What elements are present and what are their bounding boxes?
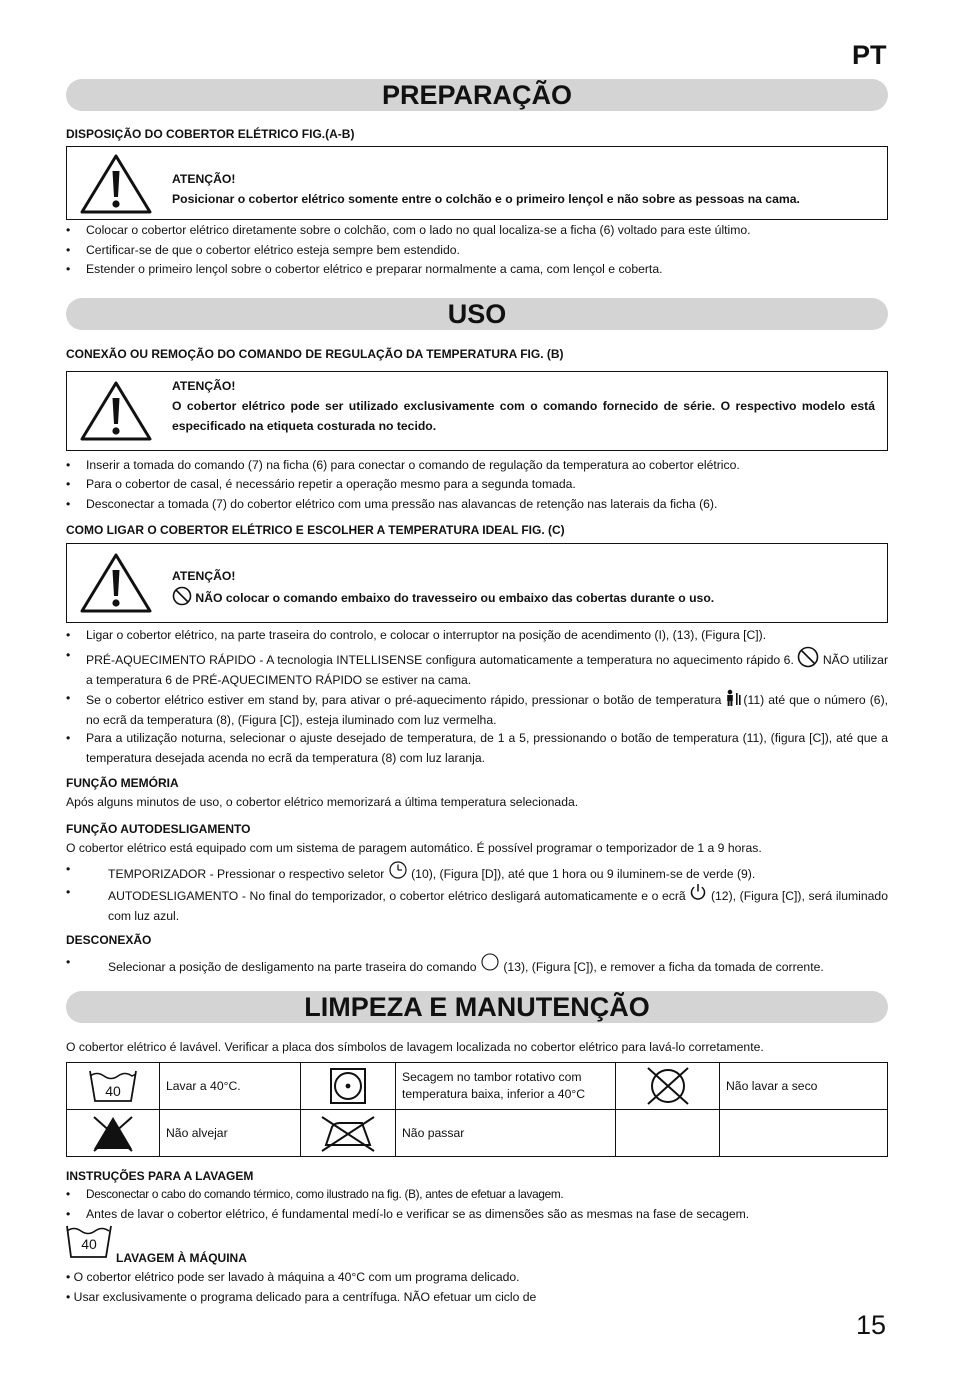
wash-tub-icon xyxy=(64,1224,114,1260)
language-code: PT xyxy=(852,40,887,70)
page-number: 15 xyxy=(856,1310,887,1340)
list-item: • Desconectar a tomada (7) do cobertor elétrico com uma pressão nas alavancas de retenção nas laterais da ficha (6). xyxy=(66,497,718,511)
person-icon xyxy=(725,689,743,707)
list-item: • AUTODESLIGAMENTO - No final do temporizador, o cobertor elétrico desligará automaticamente e o ecrã (12), (Figura [C]), será iluminado com luz azul. xyxy=(66,885,888,923)
list-item: • Colocar o cobertor elétrico diretamente sobre o colchão, com o lado no qual localiza-se a ficha (6) voltado para este último. xyxy=(66,223,751,237)
list-item: • Para a utilização noturna, selecionar o ajuste desejado de temperatura, de 1 a 5, pressionando o botão de temperatura (11), (figura [C]), até que a temperatura desejada acenda no ecrã da temperatura (8) com luz laranja. xyxy=(66,731,888,765)
list-item: • Estender o primeiro lençol sobre o cobertor elétrico e preparar normalmente a cama, com lençol e coberta. xyxy=(66,262,663,276)
list-item: • Para o cobertor de casal, é necessário repetir a operação mesmo para a segunda tomada. xyxy=(66,477,576,491)
tumble-dry-icon xyxy=(328,1066,368,1106)
uso-heading-2: COMO LIGAR O COBERTOR ELÉTRICO E ESCOLHER A TEMPERATURA IDEAL FIG. (C) xyxy=(66,523,565,537)
list-item: • Antes de lavar o cobertor elétrico, é fundamental medí-lo e verificar se as dimensões são as mesmas na fase de secagem. xyxy=(66,1207,750,1221)
no-iron-icon xyxy=(318,1113,378,1153)
warning-triangle-icon xyxy=(79,380,153,442)
list-item: • PRÉ-AQUECIMENTO RÁPIDO - A tecnologia INTELLISENSE configura automaticamente a temperatura no aquecimento rápido 6. NÃO utilizar a temperatura 6 de PRÉ-AQUECIMENTO RÁPIDO se estiver na cama. xyxy=(66,648,889,687)
prohibited-icon xyxy=(797,646,819,668)
list-item: • Inserir a tomada do comando (7) na ficha (6) para conectar o comando de regulação da temperatura ao cobertor elétrico. xyxy=(66,458,740,472)
autooff-text: O cobertor elétrico está equipado com um sistema de paragem automático. É possível programar o temporizador de 1 a 9 horas. xyxy=(66,841,762,855)
list-item: • Certificar-se de que o cobertor elétrico esteja sempre bem estendido. xyxy=(66,243,460,257)
symbol-label: Secagem no tambor rotativo com temperatura baixa, inferior a 40°C xyxy=(396,1063,616,1110)
power-icon xyxy=(689,883,707,901)
symbol-label: Não passar xyxy=(396,1110,616,1157)
clock-icon xyxy=(388,860,408,880)
warning-text: O cobertor elétrico pode ser utilizado exclusivamente com o comando fornecido de série. O respectivo modelo está especificado na etiqueta costurada no tecido. xyxy=(172,399,875,433)
prep-heading: DISPOSIÇÃO DO COBERTOR ELÉTRICO FIG.(A-B) xyxy=(66,127,355,141)
list-item: • Desconectar o cabo do comando térmico, como ilustrado na fig. (B), antes de efetuar a lavagem. xyxy=(66,1187,564,1201)
warning-triangle-icon xyxy=(79,552,153,614)
list-item: • TEMPORIZADOR - Pressionar o respectivo seletor (10), (Figura [D]), até que 1 hora ou 9 iluminem-se de verde (9). xyxy=(66,862,756,881)
disconnect-heading: DESCONEXÃO xyxy=(66,933,152,947)
warning-text: Posicionar o cobertor elétrico somente entre o colchão e o primeiro lençol e não sobre as pessoas na cama. xyxy=(172,192,800,206)
symbol-label: Não lavar a seco xyxy=(720,1063,888,1110)
autooff-heading: FUNÇÃO AUTODESLIGAMENTO xyxy=(66,822,251,836)
machine-line: • Usar exclusivamente o programa delicado para a centrífuga. NÃO efetuar um ciclo de xyxy=(66,1290,537,1304)
symbol-label: Não alvejar xyxy=(160,1110,301,1157)
symbol-label: Lavar a 40°C. xyxy=(160,1063,301,1110)
warning-triangle-icon xyxy=(79,153,153,215)
svg-text:40: 40 xyxy=(105,1083,121,1099)
warning-title: ATENÇÃO! xyxy=(172,569,236,583)
instructions-heading: INSTRUÇÕES PARA A LAVAGEM xyxy=(66,1169,254,1183)
memory-text: Após alguns minutos de uso, o cobertor elétrico memorizará a última temperatura selecionada. xyxy=(66,795,579,809)
section-title-preparacao: PREPARAÇÃO xyxy=(66,79,888,111)
prohibited-icon xyxy=(172,586,192,606)
warning-box xyxy=(66,146,888,220)
warning-title: ATENÇÃO! xyxy=(172,172,236,186)
uso-heading-1: CONEXÃO OU REMOÇÃO DO COMANDO DE REGULAÇÃO DA TEMPERATURA FIG. (B) xyxy=(66,347,564,361)
list-item: • Ligar o cobertor elétrico, na parte traseira do controlo, e colocar o interruptor na posição de acendimento (I), (13), (Figura [C]). xyxy=(66,628,767,642)
memory-heading: FUNÇÃO MEMÓRIA xyxy=(66,776,179,790)
no-bleach-icon xyxy=(91,1113,135,1153)
warning-box xyxy=(66,543,888,623)
wash-tub-icon xyxy=(87,1068,139,1104)
machine-wash-heading: LAVAGEM À MÁQUINA xyxy=(116,1251,247,1265)
svg-text:40: 40 xyxy=(81,1236,97,1252)
section-title-limpeza: LIMPEZA E MANUTENÇÃO xyxy=(66,991,888,1023)
machine-line: • O cobertor elétrico pode ser lavado à máquina a 40°C com um programa delicado. xyxy=(66,1270,520,1284)
no-dry-clean-icon xyxy=(642,1065,694,1107)
list-item: • Se o cobertor elétrico estiver em stand by, para ativar o pré-aquecimento rápido, pressionar o botão de temperatura (11) até que o número (6), no ecrã da temperatura (8), (Figura [C]), esteja iluminado com luz vermelha. xyxy=(66,691,889,727)
section-title-uso: USO xyxy=(66,298,888,330)
cleaning-intro: O cobertor elétrico é lavável. Verificar a placa dos símbolos de lavagem localizada no cobertor elétrico para lavá-lo corretamente. xyxy=(66,1040,764,1054)
warning-text: NÃO colocar o comando embaixo do travesseiro ou embaixo das cobertas durante o uso. xyxy=(195,591,715,605)
care-symbols-table xyxy=(66,1062,888,1157)
list-item: • Selecionar a posição de desligamento na parte traseira do comando (13), (Figura [C]), e remover a ficha da tomada de corrente. xyxy=(66,955,824,974)
warning-title: ATENÇÃO! xyxy=(172,379,236,393)
warning-box xyxy=(66,371,888,451)
circle-icon xyxy=(480,953,500,971)
